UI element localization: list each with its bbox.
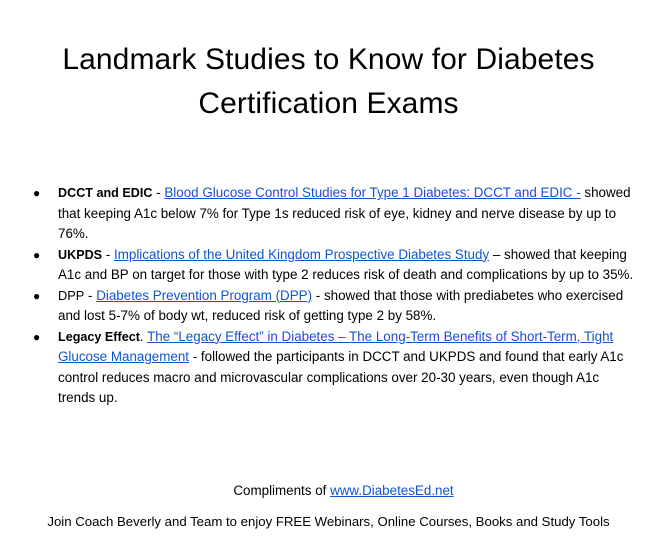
study-separator: -: [152, 185, 165, 200]
study-separator: .: [139, 328, 148, 344]
title-line-1: Landmark Studies to Know for Diabetes: [62, 43, 595, 76]
study-item-dpp: [20, 286, 635, 327]
study-item-ukpds: [20, 245, 635, 286]
study-description: – showed that keeping A1c and BP on target for those with type 2 reduces risk of death and complications by up to 35%.: [58, 246, 634, 282]
study-description: - followed the participants in DCCT and UKPDS and found that early A1c control reduces macro and microvascular complications over 20-30 years, even though A1c trends up.: [58, 349, 624, 405]
study-item-legacy: [20, 327, 635, 409]
bullet-icon: ●: [33, 247, 41, 262]
diabetesed-link[interactable]: www.DiabetesEd.net: [330, 483, 454, 498]
compliments-line: [0, 481, 657, 501]
study-separator: -: [102, 246, 114, 262]
study-description: showed that keeping A1c below 7% for Type 1s reduced risk of eye, kidney and nerve disease by up to 76%.: [58, 185, 631, 241]
study-link-dpp[interactable]: Diabetes Prevention Program (DPP): [96, 287, 313, 303]
study-label: DPP: [58, 287, 85, 303]
study-label: Legacy Effect: [58, 329, 140, 344]
bullet-icon: ●: [33, 186, 41, 200]
study-label: DCCT and EDIC: [58, 186, 153, 200]
footer-text: Join Coach Beverly and Team to enjoy FREE Webinars, Online Courses, Books and Study Tools: [47, 514, 610, 529]
study-link-ukpds[interactable]: Implications of the United Kingdom Prospective Diabetes Study: [114, 246, 490, 262]
study-separator: -: [84, 287, 97, 303]
studies-list: [20, 183, 635, 409]
study-item-dcct: [20, 183, 635, 245]
study-link-legacy[interactable]: The “Legacy Effect” in Diabetes – The Long-Term Benefits of Short-Term, Tight Glucose Management: [58, 328, 614, 364]
title-line-2: Certification Exams: [198, 87, 459, 120]
study-label: UKPDS: [58, 247, 103, 262]
study-description: - showed that those with prediabetes who exercised and lost 5-7% of body wt, reduced risk of getting type 2 by 58%.: [58, 287, 624, 323]
study-link-dcct[interactable]: Blood Glucose Control Studies for Type 1 Diabetes: DCCT and EDIC -: [164, 185, 581, 200]
bullet-icon: ●: [33, 288, 41, 303]
bullet-icon: ●: [33, 329, 41, 344]
compliments-prefix: Compliments of: [233, 483, 331, 498]
page-title: [0, 38, 657, 126]
